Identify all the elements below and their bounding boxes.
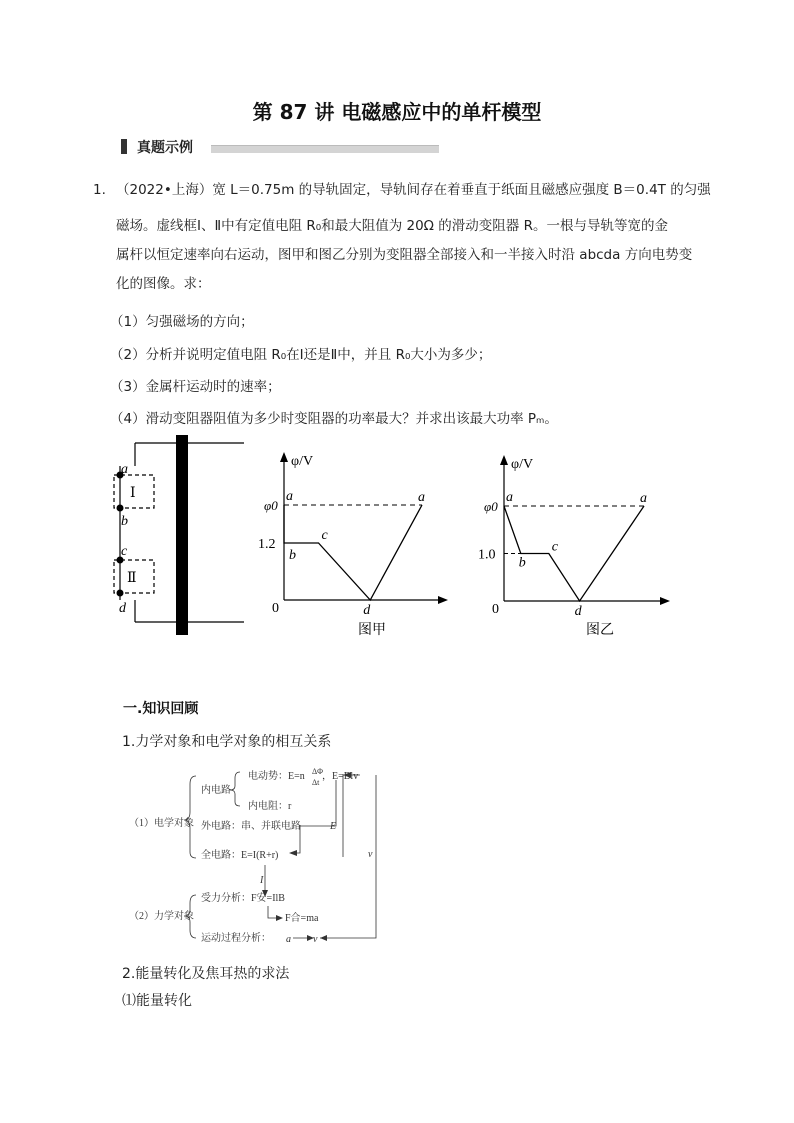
force-analysis-label: 受力分析：F安=IlB — [201, 893, 285, 904]
phi0-label: φ0 — [484, 499, 498, 514]
arrowhead — [289, 850, 297, 856]
problem-line: 化的图像。求： — [116, 276, 211, 292]
graph-title: 图甲 — [358, 623, 386, 638]
v-label: v — [313, 934, 318, 945]
inner-circuit-label: 内电路 — [201, 785, 231, 796]
brace — [230, 772, 240, 806]
knowledge-item-2: 2.能量转化及焦耳热的求法 — [122, 966, 290, 982]
elec-object-label: （1）电学对象 — [129, 818, 194, 829]
v-side-label: v — [368, 849, 373, 860]
point-label-a: a — [418, 490, 425, 505]
y-axis-label: φ/V — [511, 457, 534, 472]
node-a-label: a — [121, 462, 128, 477]
point-label-d: d — [574, 604, 582, 619]
loop-line — [343, 775, 360, 857]
net-force-label: F合=ma — [285, 913, 319, 924]
point-label-a: a — [506, 490, 513, 505]
node-d-label: d — [119, 601, 126, 616]
emf-label: 电动势：E=n — [248, 771, 305, 782]
point-label-c: c — [551, 539, 559, 555]
knowledge-heading: 一.知识回顾 — [123, 701, 199, 717]
arrowhead — [276, 915, 283, 921]
potential-line — [284, 505, 422, 600]
knowledge-item-1: 1.力学对象和电学对象的相互关系 — [122, 734, 332, 750]
point-label-b: b — [518, 555, 526, 571]
phi0-label: φ0 — [264, 498, 278, 513]
node-b-label: b — [121, 514, 128, 529]
box-2-label: Ⅱ — [127, 571, 137, 586]
brace — [184, 776, 196, 858]
i-label: I — [260, 875, 264, 886]
point-label-a: a — [286, 489, 293, 504]
mech-object-label: （2）力学对象 — [129, 911, 194, 922]
section-label: 真题示例 — [137, 140, 193, 156]
point-label-d: d — [363, 603, 371, 618]
point-label-b: b — [289, 548, 296, 563]
box-1-label: Ⅰ — [130, 486, 136, 501]
y-axis-label: φ/V — [291, 454, 314, 469]
ref-value-label: 1.0 — [478, 547, 496, 563]
problem-number: 1. — [93, 182, 106, 198]
emf-tail: ，E=Blv — [322, 771, 359, 782]
y-axis-arrow — [500, 455, 508, 465]
full-circuit-label: 全电路：E=I(R+r) — [201, 850, 279, 861]
loop-line — [293, 780, 336, 853]
emf-denominator: Δt — [312, 778, 320, 787]
graph-jia — [258, 452, 448, 638]
emf-numerator: ΔΦ — [312, 767, 323, 776]
problem-line: 属杆以恒定速率向右运动，图甲和图乙分别为变阻器全部接入和一半接入时沿 abcda 方向电势变 — [116, 247, 693, 263]
point-label-a: a — [640, 491, 647, 506]
outer-circuit-label: 外电路：串、并联电路 — [201, 821, 301, 832]
x-axis-arrow — [438, 596, 448, 604]
subquestion-1: （1）匀强磁场的方向； — [110, 314, 254, 330]
node-c-label: c — [121, 544, 128, 559]
metal-rod — [176, 435, 188, 635]
inner-resistance-label: 内电阻：r — [248, 801, 292, 812]
x-axis-arrow — [660, 597, 670, 605]
subquestion-3: （3）金属杆运动时的速率； — [110, 379, 281, 395]
subquestion-4: （4）滑动变阻器阻值为多少时变阻器的功率最大？并求出该最大功率 Pₘ。 — [110, 411, 558, 427]
ref-value-label: 1.2 — [258, 537, 276, 552]
a-label: a — [286, 934, 291, 945]
problem-line: 磁场。虚线框Ⅰ、Ⅱ中有定值电阻 R₀和最大阻值为 20Ω 的滑动变阻器 R。一根与导轨等宽的金 — [116, 218, 668, 234]
origin-label: 0 — [272, 601, 279, 616]
e-label: E — [330, 821, 337, 832]
knowledge-item-2-sub: ⑴能量转化 — [122, 993, 192, 1009]
graph-title: 图乙 — [586, 623, 614, 638]
node-dot — [117, 590, 124, 597]
potential-line — [504, 506, 644, 601]
graph-yi — [478, 455, 670, 638]
page-title: 第 87 讲 电磁感应中的单杆模型 — [252, 100, 542, 124]
y-axis-arrow — [280, 452, 288, 462]
arrowhead — [320, 935, 327, 941]
origin-label: 0 — [492, 602, 499, 617]
relationship-diagram — [0, 760, 794, 950]
node-dot — [117, 505, 124, 512]
subquestion-2: （2）分析并说明定值电阻 R₀在Ⅰ还是Ⅱ中，并且 R₀大小为多少； — [110, 347, 492, 363]
motion-analysis-label: 运动过程分析： — [201, 933, 271, 944]
problem-line: （2022•上海）宽 L＝0.75m 的导轨固定，导轨间存在着垂直于纸面且磁感应强度 B＝0.4T 的匀强 — [116, 182, 711, 198]
point-label-c: c — [321, 528, 328, 543]
